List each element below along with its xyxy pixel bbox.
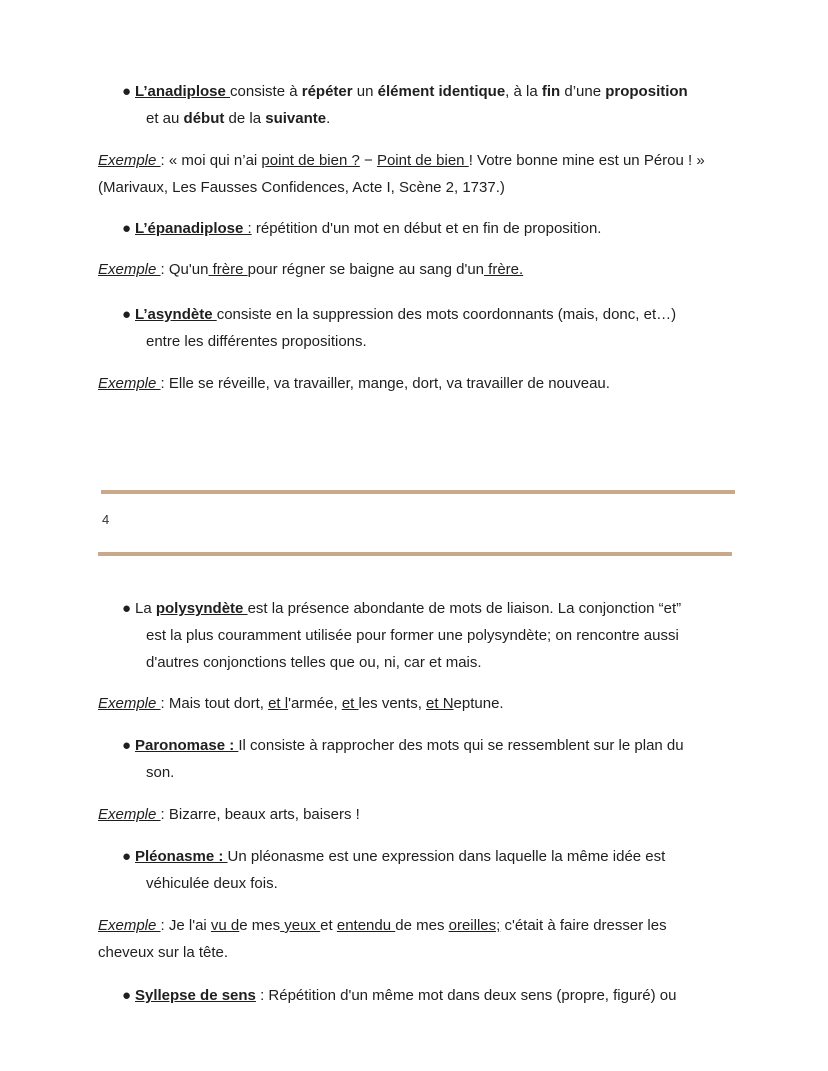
term-syllepse: Syllepse de sens (135, 987, 256, 1004)
example-epanadiplose: Exemple : Qu'un frère pour régner se baigne au sang d'un frère. (98, 261, 524, 278)
example-polysyndete: Exemple : Mais tout dort, et l'armée, et les vents, et Neptune. (98, 695, 504, 712)
bullet-pleonasme: ● Pléonasme : Un pléonasme est une expression dans laquelle la même idée est véhiculée deux fois. (122, 843, 722, 897)
example-anadiplose: Exemple : « moi qui n’ai point de bien ? − Point de bien ! Votre bonne mine est un Pérou ! » (Marivaux, Les Fausses Confidences, Acte I, Scène 2, 1737.) (98, 152, 705, 196)
term-anadiplose: L’anadiplose (135, 83, 231, 100)
bullet-dot: ● (122, 600, 132, 617)
term-pleonasme: Pléonasme : (135, 848, 228, 865)
page-number: 4 (102, 512, 110, 527)
example-paronomase: Exemple : Bizarre, beaux arts, baisers ! (98, 806, 360, 823)
example-pleonasme: Exemple : Je l'ai vu de mes yeux et entendu de mes oreilles; c'était à faire dresser les cheveux sur la tête. (98, 917, 667, 961)
bullet-anadiplose: ● L’anadiplose consiste à répéter un élément identique, à la fin d’une proposition et au début de la suivante. (122, 78, 722, 132)
example-citation: (Marivaux, Les Fausses Confidences, Acte I, Scène 2, 1737.) (98, 179, 505, 196)
example-label: Exemple (98, 261, 161, 278)
bullet-syllepse: ● Syllepse de sens : Répétition d'un même mot dans deux sens (propre, figuré) ou (122, 982, 722, 1009)
term-paronomase: Paronomase : (135, 737, 239, 754)
example-label: Exemple (98, 695, 161, 712)
bullet-dot: ● (122, 737, 132, 754)
bullet-dot: ● (122, 987, 132, 1004)
term-epanadiplose: L’épanadiplose (135, 220, 248, 237)
example-label: Exemple (98, 806, 161, 823)
page-separator-top (101, 490, 735, 494)
bullet-asyndete: ● L’asyndète consiste en la suppression des mots coordonnants (mais, donc, et…) entre les différentes propositions. (122, 301, 722, 355)
bullet-dot: ● (122, 83, 132, 100)
term-polysyndete: polysyndète (155, 600, 248, 617)
page-separator-bottom (98, 552, 732, 556)
bullet-epanadiplose: ● L’épanadiplose : répétition d'un mot en début et en fin de proposition. (122, 215, 722, 242)
example-asyndete: Exemple : Elle se réveille, va travailler, mange, dort, va travailler de nouveau. (98, 375, 610, 392)
example-label: Exemple (98, 917, 161, 934)
example-label: Exemple (98, 375, 161, 392)
bullet-polysyndete: ● La polysyndète est la présence abondante de mots de liaison. La conjonction “et” est la plus couramment utilisée pour former une polysyndète; on rencontre aussi d'autres conjonctions telles que ou, ni, car et mais. (122, 595, 722, 676)
bullet-dot: ● (122, 306, 132, 323)
term-asyndete: L’asyndète (135, 306, 217, 323)
bullet-dot: ● (122, 848, 132, 865)
bullet-dot: ● (122, 220, 132, 237)
example-label: Exemple (98, 152, 161, 169)
bullet-paronomase: ● Paronomase : Il consiste à rapprocher des mots qui se ressemblent sur le plan du son. (122, 732, 722, 786)
